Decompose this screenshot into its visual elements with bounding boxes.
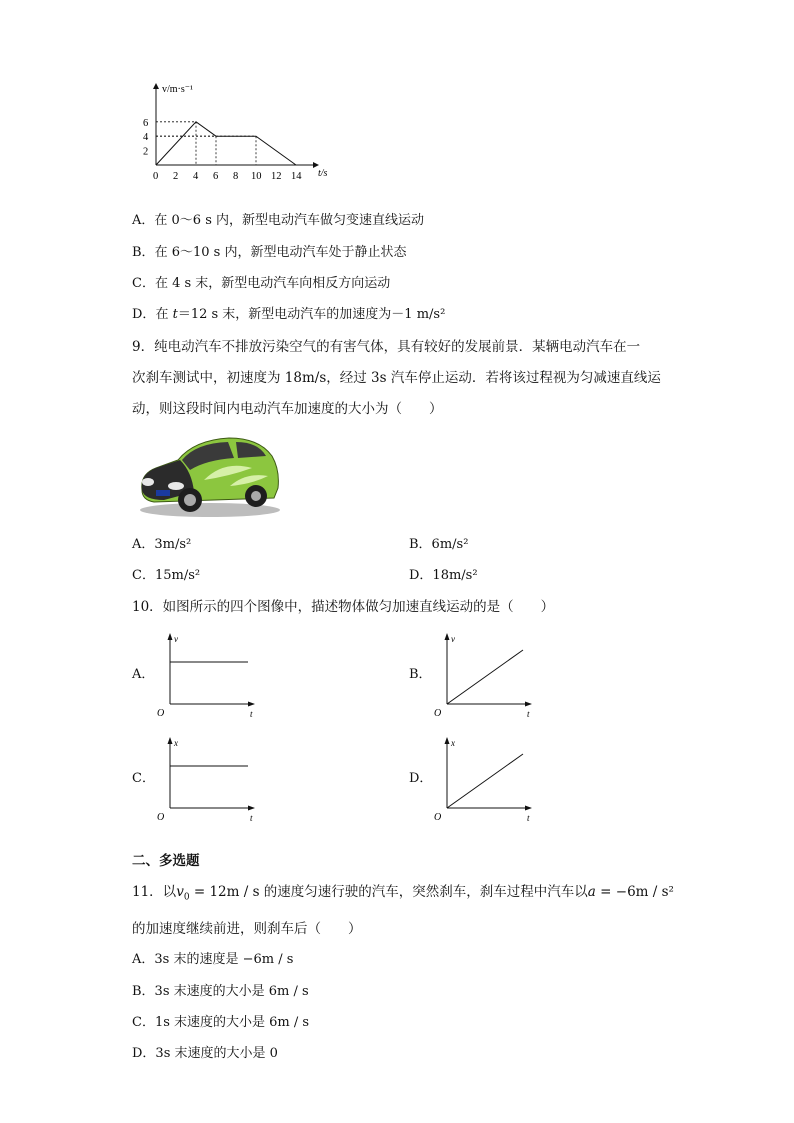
vt-y-tick-label: 2 — [143, 146, 149, 158]
vt-curve — [156, 122, 296, 165]
q11-option-d[interactable]: D．3s 末速度的大小是 0 — [132, 1046, 278, 1061]
q8-option-c[interactable] — [132, 276, 390, 292]
y-axis-arrow — [445, 737, 450, 744]
option-var: t — [172, 307, 178, 322]
q10-option-a[interactable] — [132, 632, 272, 724]
q10-text: 10．如图所示的四个图像中，描述物体做匀加速直线运动的是（ ） — [132, 599, 555, 615]
q10-option-d[interactable] — [409, 736, 549, 828]
option-prefix: 在 — [155, 307, 173, 322]
q9-option-a[interactable]: A．3m/s² — [132, 537, 192, 552]
x-axis-arrow — [525, 702, 532, 707]
origin-label: O — [434, 812, 442, 823]
y-axis-arrow — [168, 737, 173, 744]
q10-graph — [431, 736, 551, 828]
q11-line-2: 的加速度继续前进，则刹车后（ ） — [132, 921, 362, 937]
x-axis-arrow — [248, 806, 255, 811]
vt-x-label: t/s — [318, 168, 328, 179]
vt-y-tick-label: 6 — [143, 117, 149, 129]
graph-line — [447, 650, 523, 704]
q8-option-a[interactable] — [132, 213, 424, 229]
vt-y-tick-label: 4 — [143, 132, 149, 144]
vt-x-tick-label: 6 — [213, 171, 219, 182]
vt-x-tick-label: 2 — [173, 171, 179, 182]
q11-option-b[interactable]: B．3s 末速度的大小是 6m / s — [132, 984, 309, 999]
y-axis-label: x — [174, 738, 178, 748]
option-label: B． — [409, 667, 432, 682]
option-label: C． — [132, 276, 155, 291]
q8-option-b[interactable] — [132, 245, 406, 261]
q11-mid: = 12m / s 的速度匀速行驶的汽车，突然刹车，刹车过程中汽车以 — [189, 884, 588, 900]
q9-line-2: 次刹车测试中，初速度为 18m/s，经过 3s 汽车停止运动．若将该过程视为匀减速直线运 — [132, 370, 661, 386]
vt-x-tick-label: 4 — [193, 171, 199, 182]
y-axis-label: v — [451, 634, 455, 644]
vt-x-tick-label: 0 — [153, 171, 159, 182]
vt-graph — [138, 80, 338, 185]
y-axis-arrow — [168, 633, 173, 640]
q11-prefix: 11．以 — [132, 884, 177, 900]
q10-graph — [431, 632, 551, 724]
origin-label: O — [157, 812, 165, 823]
vt-x-tick-label: 14 — [291, 171, 302, 182]
q11-option-c[interactable]: C．1s 末速度的大小是 6m / s — [132, 1015, 310, 1030]
x-axis-arrow — [248, 702, 255, 707]
section-title: 二、多选题 — [132, 853, 200, 869]
x-axis-arrow — [525, 806, 532, 811]
vt-graph-svg — [138, 80, 338, 185]
option-label: D． — [409, 771, 433, 786]
option-text: 在 4 s 末，新型电动汽车向相反方向运动 — [154, 276, 391, 291]
vt-x-tick-label: 12 — [271, 171, 282, 182]
electric-car-image — [134, 430, 284, 520]
q10-graph — [154, 632, 274, 724]
a-symbol: a — [587, 884, 596, 900]
v0-subscript: 0 — [183, 892, 190, 903]
q9-line-1: 9．纯电动汽车不排放污染空气的有害气体，具有较好的发展前景．某辆电动汽车在一 — [132, 339, 641, 355]
origin-label: O — [157, 708, 165, 719]
option-text: 在 0～6 s 内，新型电动汽车做匀变速直线运动 — [154, 213, 425, 228]
vt-x-tick-label: 10 — [251, 171, 262, 182]
x-axis-label: t — [250, 709, 253, 719]
option-label: B． — [132, 245, 155, 260]
q9-option-b[interactable]: B．6m/s² — [409, 537, 469, 552]
origin-label: O — [434, 708, 442, 719]
graph-line — [447, 754, 523, 808]
q11-post: = −6m / s² — [595, 884, 674, 900]
option-text: 在 6～10 s 内，新型电动汽车处于静止状态 — [154, 245, 407, 260]
x-axis-label: t — [527, 709, 530, 719]
x-axis-label: t — [527, 813, 530, 823]
q9-option-c[interactable]: C．15m/s² — [132, 568, 201, 583]
q11-line-1 — [132, 884, 674, 906]
q11-option-a[interactable]: A．3s 末的速度是 −6m / s — [132, 952, 294, 967]
vt-y-label: v/m·s⁻¹ — [162, 84, 194, 95]
option-label: A． — [132, 213, 155, 228]
y-axis-label: v — [174, 634, 178, 644]
option-text: ＝12 s 末，新型电动汽车的加速度为－1 m/s² — [177, 307, 446, 322]
vt-x-tick-label: 8 — [233, 171, 239, 182]
q10-option-b[interactable] — [409, 632, 549, 724]
x-axis-label: t — [250, 813, 253, 823]
option-label: C． — [132, 771, 155, 786]
option-label: D． — [132, 307, 156, 322]
q9-option-d[interactable]: D．18m/s² — [409, 568, 478, 583]
v0-symbol: v — [176, 884, 184, 900]
y-axis-arrow — [445, 633, 450, 640]
option-label: A． — [132, 667, 155, 682]
q10-graph — [154, 736, 274, 828]
q8-option-d[interactable] — [132, 307, 445, 323]
q9-line-3: 动，则这段时间内电动汽车加速度的大小为（ ） — [132, 401, 443, 417]
q10-option-c[interactable] — [132, 736, 272, 828]
y-axis-label: x — [451, 738, 455, 748]
